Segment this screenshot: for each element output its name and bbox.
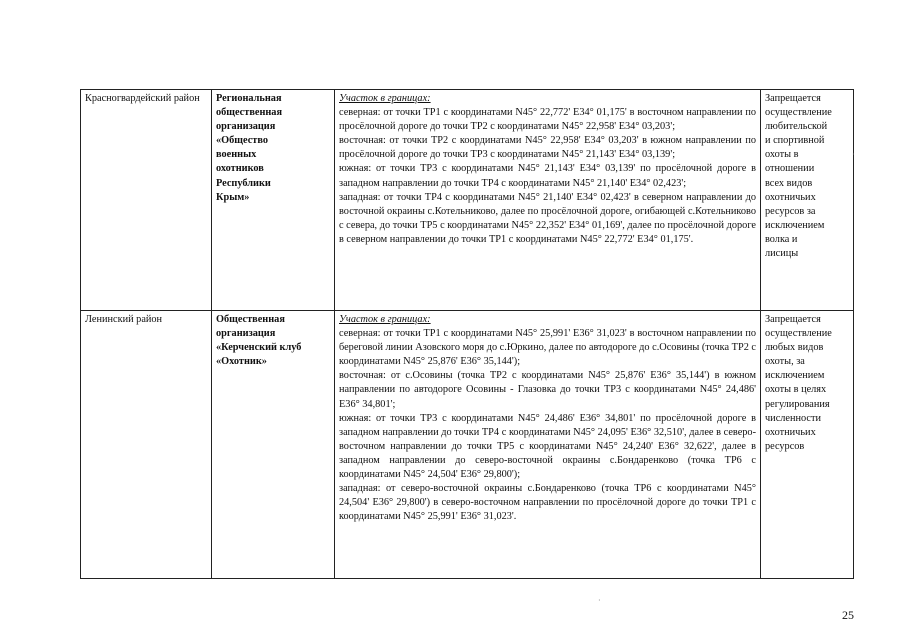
district-cell: Ленинский район xyxy=(81,311,212,579)
boundary-east: восточная: от точки ТР2 с координатами N45° 22,958' E34° 03,203' в южном направлении по просёлочной дороге до точки ТР3 с координатами N45° 21,143' E34° 03,139'; xyxy=(339,135,756,161)
boundary-south: южная: от точки ТР3 с координатами N45° 24,486' E36° 34,801' по просёлочной дороге в западном направлении до точки ТР4 с координатами N45° 24,095' E36° 32,510', далее в северо-восточном направлении до точки ТР5 с координатами N45° 24,240' E36° 32,622', далее в западном направлении до северо-восточной окраины с.Бондаренково (точка ТР6 с координатами N45° 24,504' E36° 29,800'); xyxy=(339,412,756,481)
boundary-north: северная: от точки ТР1 с координатами N45° 25,991' E36° 31,023' в восточном направлении по береговой линии Азовского моря до с.Юркино, далее по автодороге до с.Осовины (точка ТР2 с координатами N45° 25,876' E36° 35,144'); xyxy=(339,328,756,368)
area-title: Участок в границах: xyxy=(339,314,431,325)
area-title: Участок в границах: xyxy=(339,93,431,104)
scan-speck: · xyxy=(598,596,601,605)
table-row xyxy=(81,90,854,311)
boundary-east: восточная: от с.Осовины (точка ТР2 с координатами N45° 25,876' E36° 35,144') в южном направлении по автодороге Осовины - Глазовка до точки ТР3 с координатами N45° 24,486' E36° 34,801'; xyxy=(339,370,756,410)
organization-cell: Общественная организация «Керченский клуб «Охотник» xyxy=(212,311,335,579)
boundary-west: западная: от северо-восточной окраины с.Бондаренково (точка ТР6 с координатами N45° 24,504' E36° 29,800') в северо-восточном направлении по просёлочной дороге до точки ТР1 с координатами N45° 25,991' E36° 31,023'. xyxy=(339,483,756,523)
boundary-south: южная: от точки ТР3 с координатами N45° 21,143' E34° 03,139' по просёлочной дороге в западном направлении до точки ТР4 с координатами N45° 21,140' E34° 02,423'; xyxy=(339,163,756,189)
scan-speck: · xyxy=(852,150,855,159)
area-boundaries-cell xyxy=(335,90,761,311)
restriction-cell: Запрещается осуществление любительской и спортивной охоты в отношении всех видов охотничьих ресурсов за исключением волка и лисицы xyxy=(761,90,854,311)
area-boundaries-cell xyxy=(335,311,761,579)
boundary-west: западная: от точки ТР4 с координатами N45° 21,140' E34° 02,423' в северном направлении до восточной окраины с.Котельниково, далее по просёлочной дороге, огибающей с.Котельниково с севера, до точки ТР5 с координатами N45° 22,352' E34° 01,169', далее по просёлочной дороге в северном направлении до точки ТР1 с координатами N45° 22,772' E34° 01,175'. xyxy=(339,191,756,245)
table-row xyxy=(81,311,854,579)
boundary-north: северная: от точки ТР1 с координатами N45° 22,772' E34° 01,175' в восточном направлении по просёлочной дороге до точки ТР2 с координатами N45° 22,958' E34° 03,203'; xyxy=(339,107,756,133)
hunting-areas-table xyxy=(80,89,854,579)
restriction-cell: Запрещается осуществление любых видов охоты, за исключением охоты в целях регулирования численности охотничьих ресурсов xyxy=(761,311,854,579)
page-number: 25 xyxy=(842,608,854,622)
organization-cell: Региональная общественная организация «Общество военных охотников Республики Крым» xyxy=(212,90,335,311)
district-cell: Красногвардейский район xyxy=(81,90,212,311)
